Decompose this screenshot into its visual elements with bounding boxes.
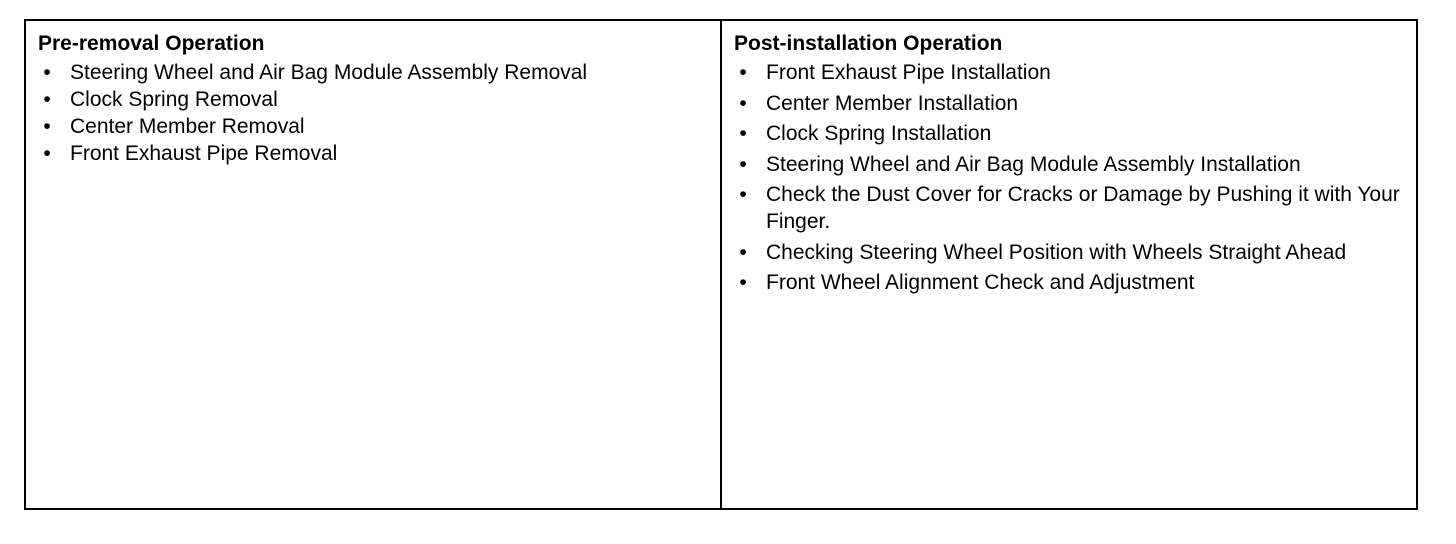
- list-item: • Front Exhaust Pipe Installation: [734, 59, 1404, 86]
- list-item: • Clock Spring Removal: [38, 86, 708, 113]
- list-item: • Center Member Removal: [38, 113, 708, 140]
- bullet-icon: •: [739, 152, 747, 176]
- list-item: • Check the Dust Cover for Cracks or Damage by Pushing it with Your Finger.: [734, 181, 1404, 235]
- bullet-icon: •: [43, 61, 51, 84]
- post-installation-column: [722, 21, 1416, 508]
- bullet-icon: •: [739, 240, 747, 264]
- list-item: • Steering Wheel and Air Bag Module Assembly Removal: [38, 59, 708, 86]
- post-installation-list: [734, 59, 1404, 296]
- list-item: • Front Wheel Alignment Check and Adjustment: [734, 269, 1404, 296]
- list-item: • Checking Steering Wheel Position with Wheels Straight Ahead: [734, 239, 1404, 266]
- bullet-icon: •: [43, 88, 51, 111]
- pre-removal-heading: Pre-removal Operation: [38, 32, 265, 55]
- pre-removal-list: [38, 59, 708, 167]
- bullet-icon: •: [739, 91, 747, 115]
- operations-table: [24, 19, 1418, 510]
- bullet-icon: •: [739, 122, 747, 145]
- bullet-icon: •: [43, 142, 51, 165]
- pre-removal-column: [26, 21, 722, 508]
- list-item: • Steering Wheel and Air Bag Module Assembly Installation: [734, 151, 1404, 178]
- bullet-icon: •: [739, 271, 747, 294]
- post-installation-heading: Post-installation Operation: [734, 32, 1003, 55]
- bullet-icon: •: [43, 115, 51, 138]
- list-item: • Front Exhaust Pipe Removal: [38, 140, 708, 167]
- bullet-icon: •: [739, 61, 747, 84]
- bullet-icon: •: [739, 183, 747, 206]
- list-item: • Clock Spring Installation: [734, 120, 1404, 147]
- list-item: • Center Member Installation: [734, 90, 1404, 117]
